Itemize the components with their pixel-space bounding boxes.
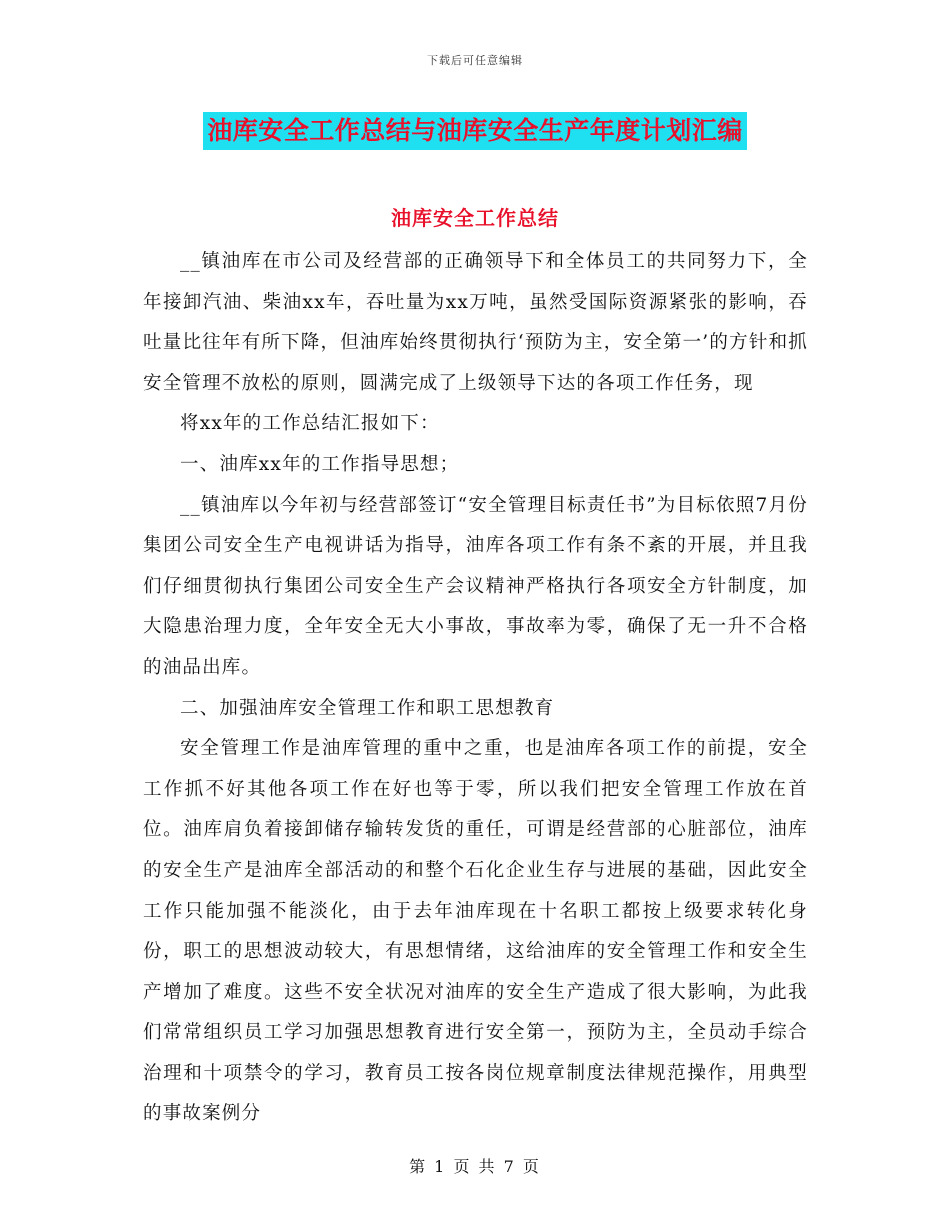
- paragraph: 二、加强油库安全管理工作和职工思想教育: [180, 697, 555, 719]
- paragraph: 将xx年的工作总结汇报如下：: [180, 413, 440, 435]
- page-footer: 第 1 页 共 7 页: [409, 1157, 541, 1176]
- paragraph: 安全管理工作是油库管理的重中之重，也是油库各项工作的前提，安全工作抓不好其他各项工作在好也等于零，所以我们把安全管理工作放在首位。油库肩负着接卸储存输转发货的重任，可谓是经营部的心脏部位，油库的安全生产是油库全部活动的和整个石化企业生存与进展的基础，因此安全工作只能加强不能淡化，由于去年油库现在十名职工都按上级要求转化身份，职工的思想波动较大，有思想情绪，这给油库的安全管理工作和安全生产增加了难度。这些不安全状况对油库的安全生产造成了很大影响，为此我们常常组织员工学习加强思想教育进行安全第一，预防为主，全员动手综合治理和十项禁令的学习，教育员工按各岗位规章制度法律规范操作，用典型的事故案例分: [143, 738, 808, 1125]
- body-text: [143, 242, 808, 1135]
- section-title: 油库安全工作总结: [391, 206, 559, 230]
- main-title: 油库安全工作总结与油库安全生产年度计划汇编: [203, 112, 747, 150]
- paragraph: 一、油库xx年的工作指导思想；: [180, 453, 460, 475]
- header-note: 下载后可任意编辑: [427, 54, 523, 67]
- paragraph: __镇油库在市公司及经营部的正确领导下和全体员工的共同努力下，全年接卸汽油、柴油xx车，吞吐量为xx万吨，虽然受国际资源紧张的影响，吞吐量比往年有所下降，但油库始终贯彻执行‘预防为主，安全第一’的方针和抓安全管理不放松的原则，圆满完成了上级领导下达的各项工作任务，现: [143, 251, 808, 394]
- paragraph: __镇油库以今年初与经营部签订“安全管理目标责任书”为目标依照7月份集团公司安全生产电视讲话为指导，油库各项工作有条不紊的开展，并且我们仔细贯彻执行集团公司安全生产会议精神严格执行各项安全方针制度，加大隐患治理力度，全年安全无大小事故，事故率为零，确保了无一升不合格的油品出库。: [143, 494, 808, 678]
- main-title-wrap: [0, 112, 950, 150]
